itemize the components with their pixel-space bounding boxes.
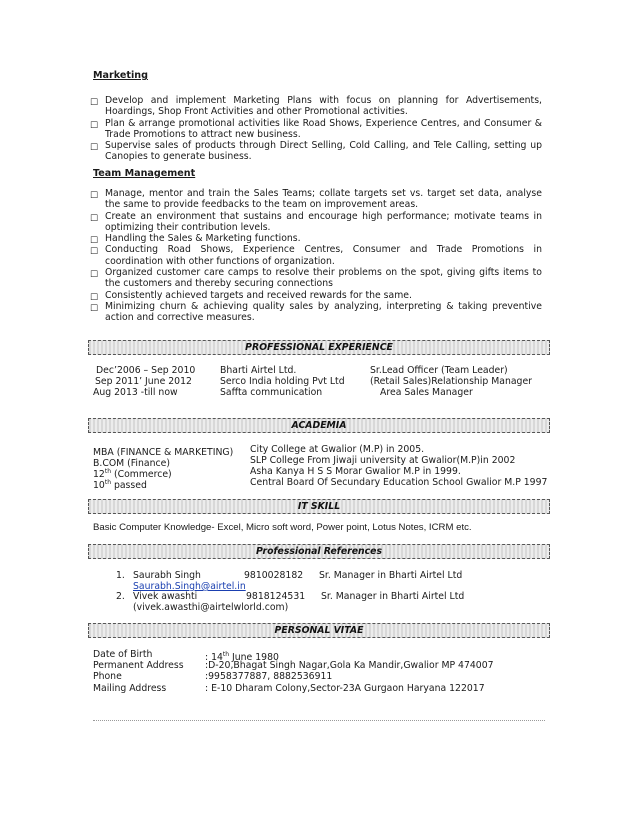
bullet-text: Organized customer care camps to resolve their problems on the spot, giving gifts items to the customers and thereby securing connections — [105, 267, 542, 290]
exp-role-1: Sr.Lead Officer (Team Leader) — [370, 365, 508, 376]
reference-name-1: Saurabh Singh — [133, 570, 201, 581]
it-skill-text: Basic Computer Knowledge- Excel, Micro soft word, Power point, Lotus Notes, ICRM etc. — [93, 522, 472, 533]
checkbox-bullet-icon: □ — [90, 142, 99, 153]
reference-number-2: 2. — [116, 591, 125, 602]
exp-period-1: Dec’2006 – Sep 2010 — [96, 365, 196, 376]
bullet-text: Conducting Road Shows, Experience Centres, Consumer and Trade Promotions in coordination with other functions of organization. — [105, 244, 542, 267]
mailing-address-label: Mailing Address — [93, 683, 167, 694]
bullet-item — [90, 95, 542, 118]
reference-email-2: (vivek.awasthi@airtelwlorld.com) — [133, 602, 289, 613]
checkbox-bullet-icon: □ — [90, 212, 99, 223]
checkbox-bullet-icon: □ — [90, 246, 99, 257]
reference-phone-1: 9810028182 — [244, 570, 304, 581]
marketing-list — [90, 95, 542, 163]
bullet-text: Supervise sales of products through Direct Selling, Cold Calling, and Tele Calling, setting up Canopies to generate business. — [105, 140, 542, 163]
reference-title-2: Sr. Manager in Bharti Airtel Ltd — [321, 591, 465, 602]
checkbox-bullet-icon: □ — [90, 269, 99, 280]
checkbox-bullet-icon: □ — [90, 235, 99, 246]
experience-heading: PROFESSIONAL EXPERIENCE — [245, 342, 393, 353]
academia-institution-2: SLP College From Jiwaji university at Gwalior(M.P)in 2002 — [250, 455, 516, 466]
bullet-item — [90, 290, 542, 301]
reference-title-1: Sr. Manager in Bharti Airtel Ltd — [319, 570, 463, 581]
experience-banner — [88, 340, 550, 355]
checkbox-bullet-icon: □ — [90, 291, 99, 302]
checkbox-bullet-icon: □ — [90, 302, 99, 313]
footer-divider — [93, 720, 545, 721]
team-management-list — [90, 188, 542, 324]
dob-label: Date of Birth — [93, 649, 153, 660]
bullet-item — [90, 267, 542, 290]
permanent-address-label: Permanent Address — [93, 660, 184, 671]
it-skill-heading: IT SKILL — [297, 501, 341, 512]
bullet-text: Manage, mentor and train the Sales Teams; collate targets set vs. target set data, analyse the same to provide feedbacks to the team on improvement areas. — [105, 188, 542, 211]
it-skill-banner — [88, 499, 550, 514]
academia-banner — [88, 418, 550, 433]
references-heading: Professional References — [255, 546, 383, 557]
permanent-address-value: :D-20,Bhagat Singh Nagar,Gola Ka Mandir,Gwalior MP 474007 — [205, 660, 494, 671]
bullet-text: Consistently achieved targets and received rewards for the same. — [105, 289, 412, 301]
bullet-item — [90, 244, 542, 267]
team-management-heading: Team Management — [93, 168, 196, 179]
dob-value: : 14th June 1980 — [205, 651, 279, 664]
bullet-text: Plan & arrange promotional activities like Road Shows, Experience Centres, and Consumer & Trade Promotions to attract new business. — [105, 117, 542, 140]
academia-qualification-4: 10th passed — [93, 479, 147, 492]
bullet-item — [90, 211, 542, 234]
bullet-text: Handling the Sales & Marketing functions. — [105, 233, 301, 245]
bullet-item — [90, 188, 542, 211]
checkbox-bullet-icon: □ — [90, 119, 99, 130]
references-banner — [88, 544, 550, 559]
exp-company-1: Bharti Airtel Ltd. — [220, 365, 297, 376]
reference-phone-2: 9818124531 — [246, 591, 306, 602]
exp-role-2: (Retail Sales)Relationship Manager — [370, 376, 533, 387]
vitae-banner — [88, 623, 550, 638]
phone-value: :9958377887, 8882536911 — [205, 671, 333, 682]
academia-institution-4: Central Board Of Secundary Education School Gwalior M.P 1997 — [250, 477, 548, 488]
bullet-text: Develop and implement Marketing Plans with focus on planning for Advertisements, Hoardings, Shop Front Activities and other Promotional activities. — [105, 95, 542, 118]
exp-role-3: Area Sales Manager — [380, 387, 473, 398]
exp-period-2: Sep 2011’ June 2012 — [95, 376, 192, 387]
exp-company-3: Saffta communication — [220, 387, 323, 398]
bullet-item — [90, 140, 542, 163]
mailing-address-value: : E-10 Dharam Colony,Sector-23A Gurgaon Haryana 122017 — [205, 683, 485, 694]
academia-qualification-1: MBA (FINANCE & MARKETING) — [93, 447, 234, 459]
academia-qualification-2: B.COM (Finance) — [93, 458, 170, 470]
bullet-item — [90, 118, 542, 141]
bullet-text: Minimizing churn & achieving quality sales by analyzing, interpreting & taking preventive action and corrective measures. — [105, 300, 542, 324]
academia-heading: ACADEMIA — [291, 420, 347, 431]
reference-email-link-1[interactable]: Saurabh.Singh@airtel.in — [133, 581, 246, 592]
bullet-item — [90, 301, 542, 324]
checkbox-bullet-icon: □ — [90, 190, 99, 200]
vitae-heading: PERSONAL VITAE — [274, 625, 364, 636]
academia-qualification-3: 12th (Commerce) — [93, 468, 172, 481]
exp-period-3: Aug 2013 -till now — [93, 387, 178, 398]
bullet-item — [90, 233, 542, 244]
marketing-heading: Marketing — [93, 70, 148, 81]
academia-institution-3: Asha Kanya H S S Morar Gwalior M.P in 1999. — [250, 466, 461, 477]
checkbox-bullet-icon: □ — [90, 97, 99, 107]
reference-name-2: Vivek awashti — [133, 591, 198, 602]
exp-company-2: Serco India holding Pvt Ltd — [220, 376, 345, 387]
bullet-text: Create an environment that sustains and encourage high performance; motivate teams in optimizing their contribution levels. — [105, 210, 542, 233]
academia-institution-1: City College at Gwalior (M.P) in 2005. — [250, 444, 425, 455]
reference-number-1: 1. — [116, 570, 125, 581]
phone-label: Phone — [93, 671, 122, 682]
